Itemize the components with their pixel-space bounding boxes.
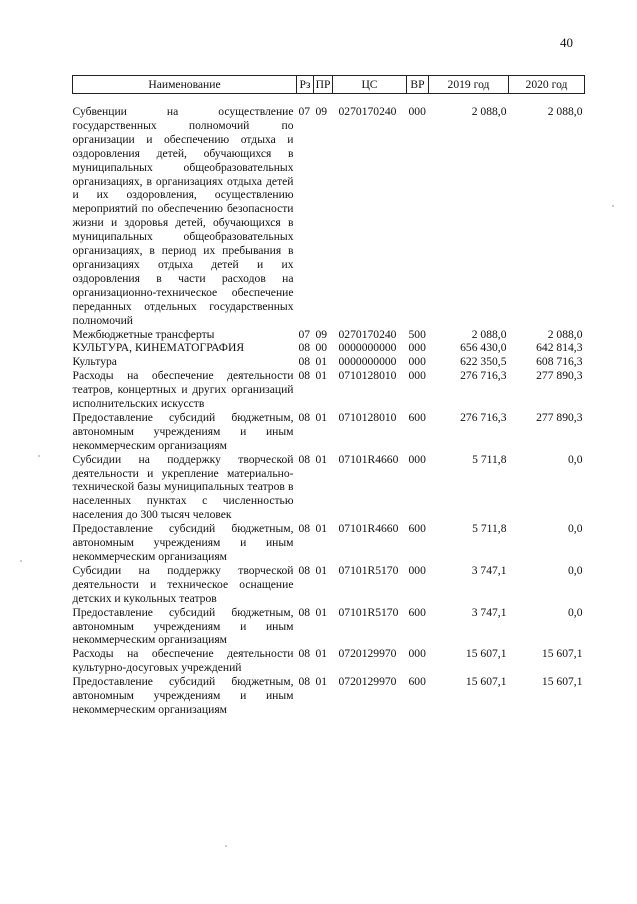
table-row	[73, 411, 585, 453]
row-cs-cell: 0720129970	[338, 647, 397, 661]
row-pr-cell: 01	[315, 675, 328, 689]
table-row	[73, 355, 585, 369]
table-row	[73, 564, 585, 606]
row-name-cell: Субсидии на поддержку творческой деятельности и техническое оснащение детских и кукольных театров	[72, 563, 294, 605]
row-rz-cell: 07	[298, 105, 311, 118]
row-name-cell: Межбюджетные трансферты	[72, 327, 215, 341]
table-row	[73, 522, 585, 564]
row-rz-cell: 08	[298, 563, 311, 577]
page-number: 40	[560, 35, 573, 50]
row-pr-cell: 01	[315, 522, 328, 536]
row-rz-cell: 08	[298, 605, 311, 619]
row-pr-cell: 01	[315, 605, 328, 619]
row-2019-cell: 622 350,5	[460, 355, 507, 369]
row-2020-cell: 277 890,3	[536, 410, 583, 424]
table-body	[73, 94, 585, 717]
row-2019-cell: 2 088,0	[471, 105, 507, 118]
row-2020-cell: 15 607,1	[541, 647, 583, 661]
row-vr-cell: 600	[408, 675, 426, 689]
header-2019: 2019 год	[429, 76, 509, 94]
row-rz-cell: 08	[298, 647, 311, 661]
table-row	[73, 606, 585, 648]
row-vr-cell: 000	[408, 563, 426, 577]
row-pr-cell: 01	[315, 355, 328, 369]
row-2019-cell: 276 716,3	[460, 410, 507, 424]
row-name-cell: Расходы на обеспечение деятельности театров, концертных и других организаций исполнительских искусств	[72, 369, 294, 411]
row-cs-cell: 07101R5170	[338, 605, 399, 619]
budget-table	[72, 75, 585, 717]
row-pr-cell: 01	[315, 647, 328, 661]
row-2019-cell: 5 711,8	[472, 522, 507, 536]
budget-table-container	[72, 75, 584, 717]
row-pr-cell: 00	[315, 341, 328, 355]
row-name-cell: КУЛЬТУРА, КИНЕМАТОГРАФИЯ	[72, 341, 245, 355]
header-rz: Рз	[297, 76, 314, 94]
row-vr-cell: 600	[408, 522, 426, 536]
row-name-cell: Предоставление субсидий бюджетным, автономным учреждениям и иным некоммерческим организациям	[72, 410, 294, 452]
row-2020-cell: 0,0	[568, 522, 583, 536]
row-cs-cell: 0000000000	[338, 355, 397, 369]
row-vr-cell: 000	[408, 369, 426, 383]
row-2020-cell: 15 607,1	[541, 675, 583, 689]
row-2020-cell: 2 088,0	[547, 327, 583, 341]
row-cs-cell: 0710128010	[338, 410, 397, 424]
row-2019-cell: 15 607,1	[465, 647, 507, 661]
row-cs-cell: 07101R5170	[338, 563, 399, 577]
row-cs-cell: 0270170240	[338, 105, 397, 118]
row-2019-cell: 3 747,1	[471, 605, 507, 619]
row-rz-cell: 07	[298, 327, 311, 341]
row-2019-cell: 656 430,0	[460, 341, 507, 355]
row-rz-cell: 08	[298, 369, 311, 383]
row-pr-cell: 01	[315, 563, 328, 577]
row-cs-cell: 07101R4660	[338, 452, 399, 466]
row-pr-cell: 01	[315, 369, 328, 383]
row-vr-cell: 600	[408, 410, 426, 424]
row-name-cell: Предоставление субсидий бюджетным, автономным учреждениям и иным некоммерческим организациям	[72, 675, 294, 716]
row-rz-cell: 08	[298, 452, 311, 466]
row-vr-cell: 000	[408, 647, 426, 661]
row-2019-cell: 2 088,0	[471, 327, 507, 341]
row-pr-cell: 01	[315, 452, 328, 466]
row-rz-cell: 08	[298, 410, 311, 424]
row-cs-cell: 0710128010	[338, 369, 397, 383]
row-vr-cell: 000	[408, 341, 426, 355]
row-2020-cell: 608 716,3	[536, 355, 583, 369]
header-2020: 2020 год	[509, 76, 585, 94]
row-vr-cell: 000	[408, 105, 426, 118]
row-rz-cell: 08	[298, 522, 311, 536]
header-vr: ВР	[407, 76, 429, 94]
header-pr: ПР	[314, 76, 333, 94]
row-vr-cell: 000	[408, 355, 426, 369]
row-cs-cell: 0000000000	[338, 341, 397, 355]
row-name-cell: Предоставление субсидий бюджетным, автономным учреждениям и иным некоммерческим организациям	[72, 522, 294, 563]
row-vr-cell: 500	[408, 327, 426, 341]
header-cs: ЦС	[333, 76, 407, 94]
row-cs-cell: 07101R4660	[338, 522, 399, 536]
table-row	[73, 675, 585, 717]
row-2019-cell: 276 716,3	[460, 369, 507, 383]
header-name: Наименование	[73, 76, 297, 94]
table-row	[73, 369, 585, 411]
row-2020-cell: 0,0	[568, 452, 583, 466]
row-cs-cell: 0270170240	[338, 327, 397, 341]
table-header	[73, 76, 585, 94]
row-name-cell: Предоставление субсидий бюджетным, автономным учреждениям и иным некоммерческим организациям	[72, 605, 294, 647]
row-2019-cell: 15 607,1	[465, 675, 507, 689]
row-2020-cell: 0,0	[568, 605, 583, 619]
row-vr-cell: 000	[408, 452, 426, 466]
row-name-cell: Субсидии на поддержку творческой деятельности и укрепление материально-технической базы муниципальных театров в населенных пунктах с численностью населения до 300 тысяч человек	[72, 452, 294, 522]
row-name-cell: Субвенции на осуществление государственных полномочий по организации и обеспечению отдыха и оздоровления детей, обучающихся в муниципальных общеобразовательных организациях, в организациях отдыха детей и их оздоровления, осуществлению мероприятий по обеспечению безопасности жизни и здоровья детей, обучающихся в муниципальных общеобразовательных организациях, в период их пребывания в организациях отдыха детей и их оздоровления в части расходов на организационно-техническое обеспечение переданных отдельных государственных полномочий	[72, 105, 294, 327]
row-rz-cell: 08	[298, 675, 311, 689]
row-pr-cell: 01	[315, 410, 328, 424]
row-pr-cell: 09	[315, 327, 328, 341]
table-row	[73, 647, 585, 675]
table-row	[73, 341, 585, 355]
row-name-cell: Культура	[72, 355, 117, 369]
row-2019-cell: 5 711,8	[472, 452, 507, 466]
row-cs-cell: 0720129970	[338, 675, 397, 689]
row-2020-cell: 277 890,3	[536, 369, 583, 383]
table-row	[73, 105, 585, 328]
row-rz-cell: 08	[298, 341, 311, 355]
row-2020-cell: 642 814,3	[536, 341, 583, 355]
table-row	[73, 453, 585, 523]
row-pr-cell: 09	[315, 105, 328, 118]
table-row	[73, 328, 585, 342]
row-2020-cell: 0,0	[568, 563, 583, 577]
row-rz-cell: 08	[298, 355, 311, 369]
row-2020-cell: 2 088,0	[547, 105, 583, 118]
row-2019-cell: 3 747,1	[471, 563, 507, 577]
row-name-cell: Расходы на обеспечение деятельности культурно-досуговых учреждений	[72, 647, 294, 675]
row-vr-cell: 600	[408, 605, 426, 619]
